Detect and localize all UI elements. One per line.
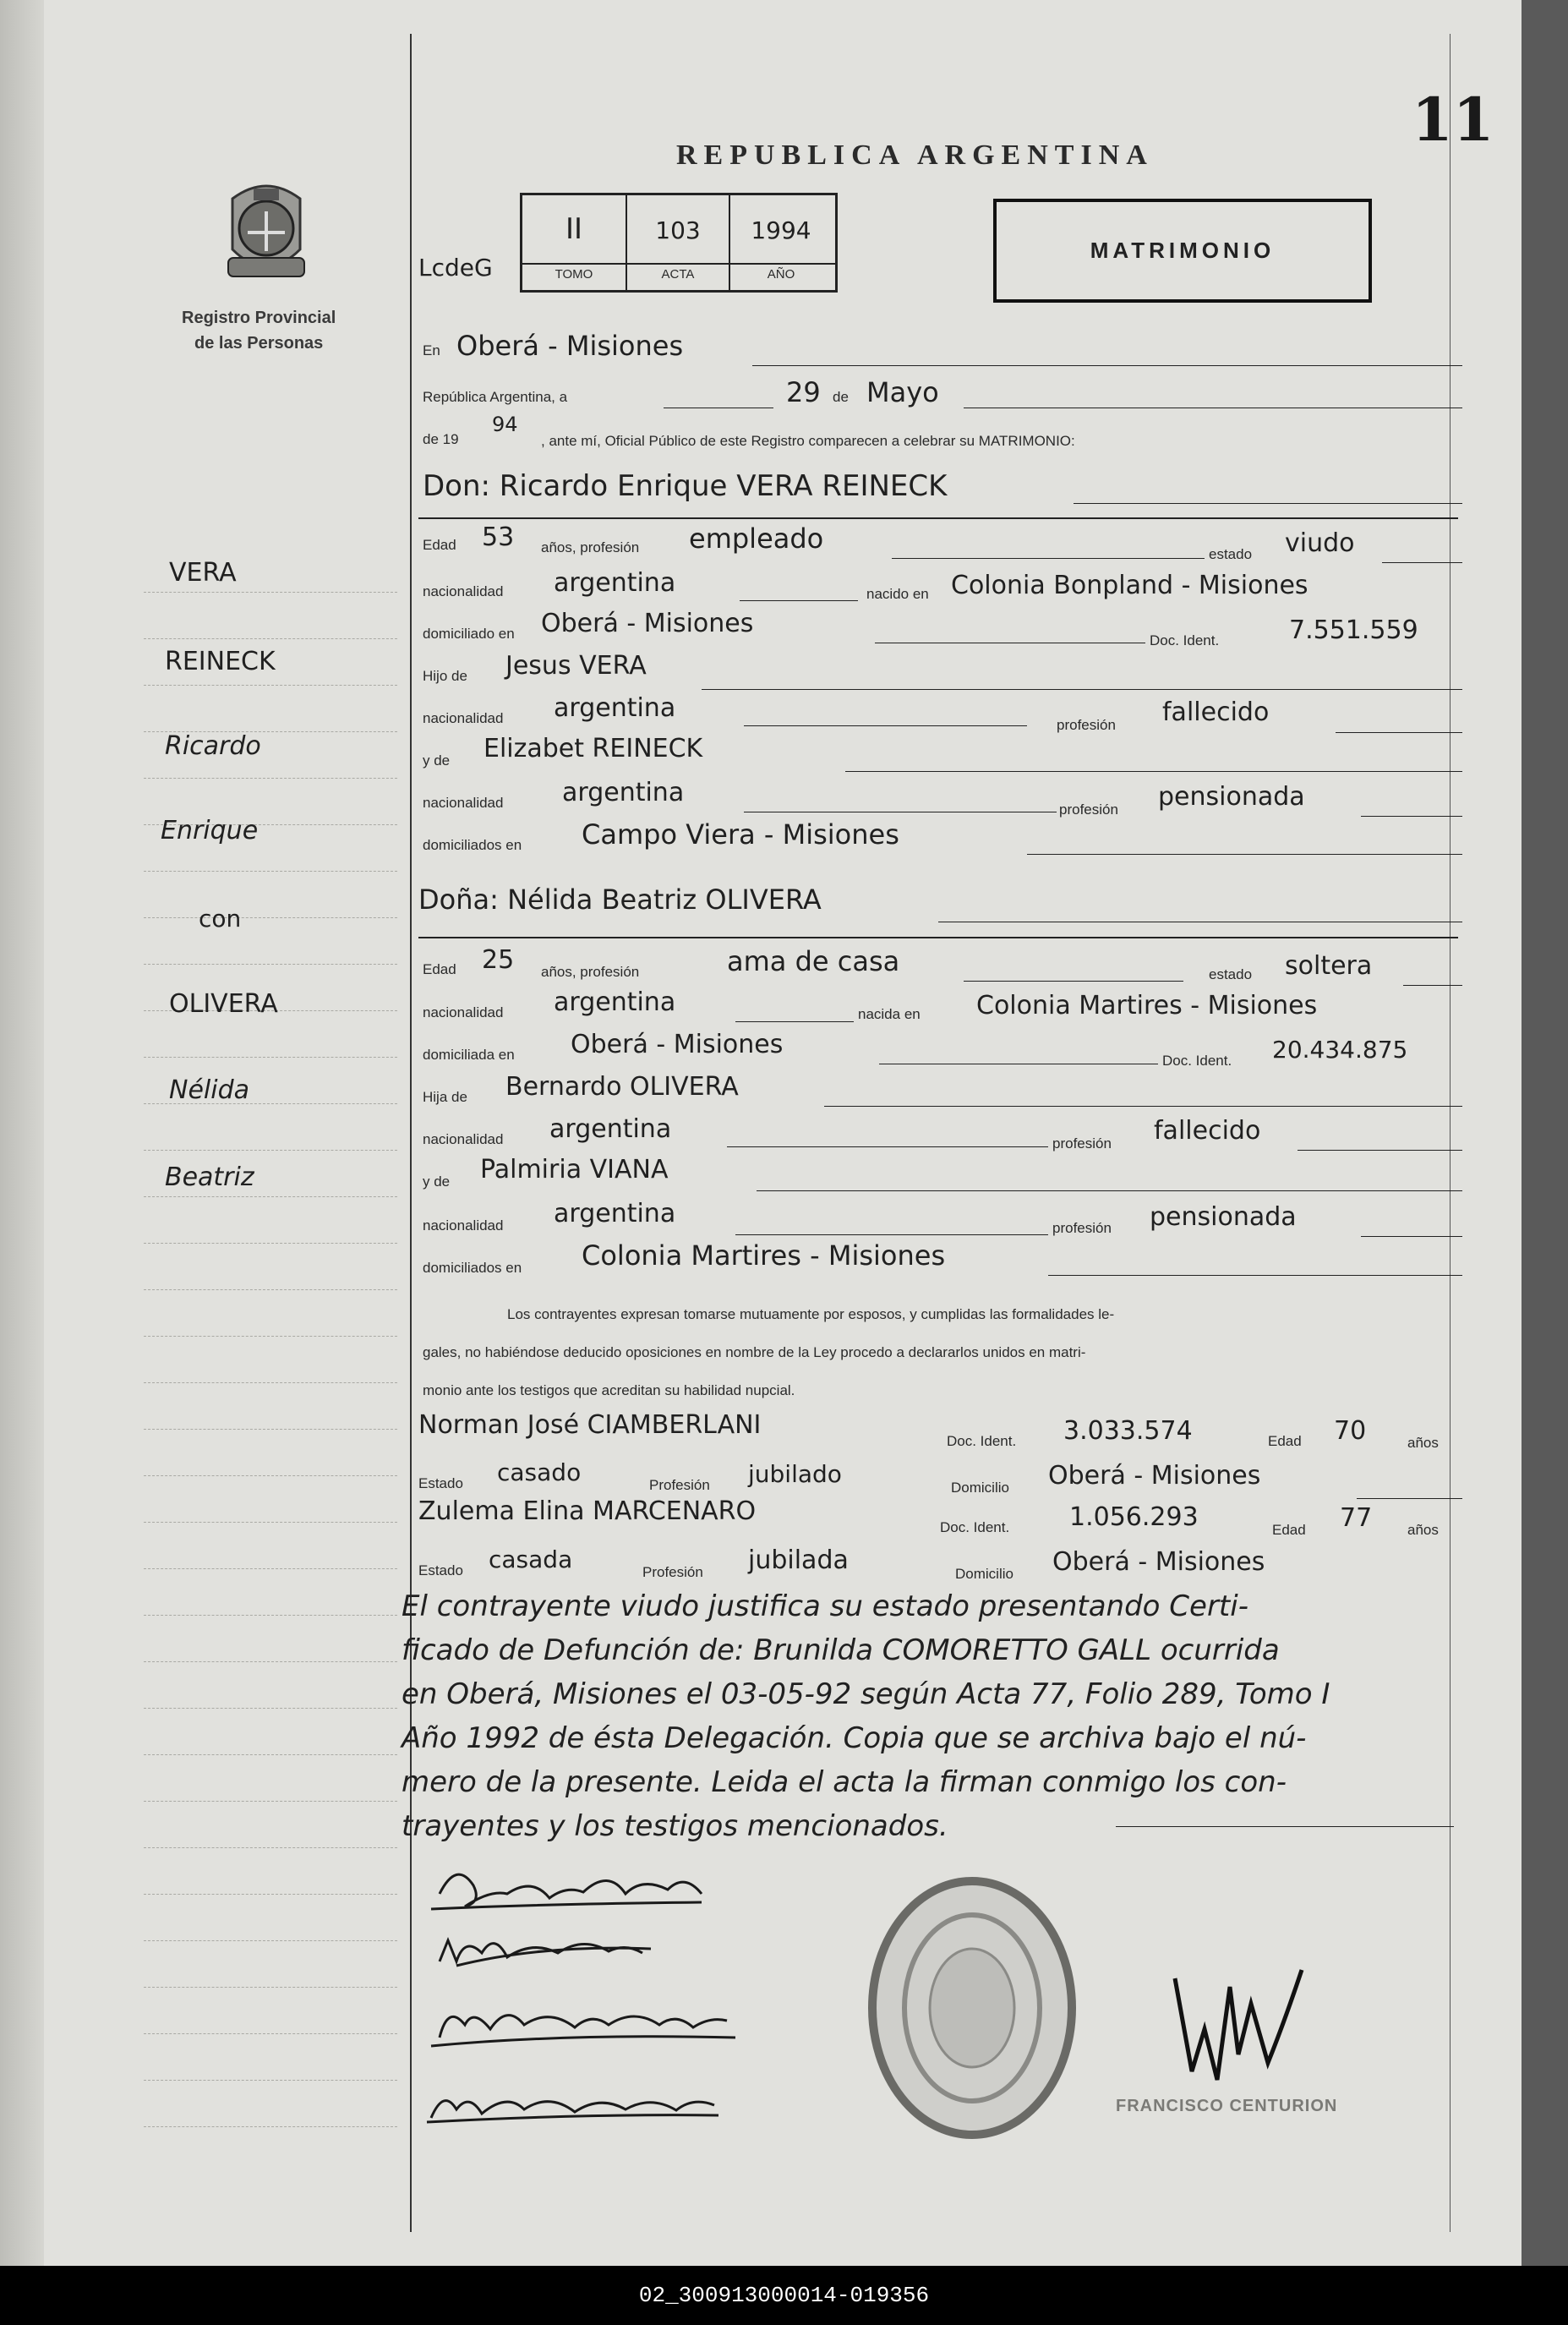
note-line2: ficado de Defunción de: Brunilda COMORETTO GALL ocurrida	[402, 1633, 1280, 1667]
bride-estado: soltera	[1285, 951, 1373, 981]
margin-name-2: REINECK	[165, 647, 276, 676]
place-value: Oberá - Misiones	[456, 330, 684, 362]
page-number: 11	[1412, 85, 1494, 155]
margin-name-4: Enrique	[161, 816, 259, 845]
file-footer: 02_300913000014-019356	[0, 2266, 1568, 2325]
declaration-line1: Los contrayentes expresan tomarse mutuamente por esposos, y cumplidas las formalidades le-	[507, 1306, 1115, 1322]
tomo-value: II	[565, 212, 583, 246]
registry-label-line1: Registro Provincial	[182, 309, 336, 327]
groom-domicile: Oberá - Misiones	[541, 609, 754, 638]
groom-mother-nac-label: nacionalidad	[423, 795, 504, 811]
bride-name: Doña: Nélida Beatriz OLIVERA	[418, 884, 822, 916]
witness1-estado: casado	[497, 1458, 582, 1486]
bride-father-prof: fallecido	[1154, 1116, 1261, 1146]
groom-mother: Elizabet REINECK	[484, 734, 703, 763]
de19-label: de 19	[423, 431, 459, 447]
groom-edad-label: Edad	[423, 537, 456, 553]
groom-parents-dom-label: domiciliados en	[423, 837, 522, 853]
margin-name-8: Beatriz	[165, 1162, 254, 1192]
republica-label: República Argentina, a	[423, 389, 568, 405]
groom-nac-label: nacionalidad	[423, 583, 504, 599]
witness1-dom: Oberá - Misiones	[1048, 1461, 1261, 1491]
groom-mother-prof: pensionada	[1158, 782, 1305, 812]
bride-father-nat: argentina	[549, 1114, 672, 1144]
groom-doc: 7.551.559	[1289, 615, 1418, 645]
groom-nacido-label: nacido en	[866, 586, 929, 602]
day-value: 29	[786, 376, 821, 408]
bride-father-prof-label: profesión	[1052, 1135, 1112, 1152]
official-stamp-icon	[862, 1873, 1082, 2152]
registry-label-line2: de las Personas	[194, 334, 324, 353]
witness1-anos-label: años	[1407, 1435, 1439, 1451]
groom-father-nac-label: nacionalidad	[423, 710, 504, 726]
note-line5: mero de la presente. Leida el acta la firman conmigo los con-	[402, 1765, 1287, 1799]
groom-age: 53	[482, 522, 515, 552]
ano-label: AÑO	[767, 267, 795, 282]
groom-birthplace: Colonia Bonpland - Misiones	[951, 571, 1308, 600]
groom-profession: empleado	[689, 522, 824, 555]
witness2-prof: jubilada	[748, 1545, 849, 1575]
country-title: REPUBLICA ARGENTINA	[676, 140, 1154, 171]
witness2-age: 77	[1340, 1503, 1373, 1533]
groom-yde-label: y de	[423, 752, 451, 769]
bride-parents-dom-label: domiciliados en	[423, 1260, 522, 1276]
bride-father-nac-label: nacionalidad	[423, 1131, 504, 1147]
margin-name-1: VERA	[169, 558, 237, 588]
document-type-box: MATRIMONIO	[993, 199, 1372, 303]
margin-name-5: con	[199, 905, 242, 933]
groom-father-nat: argentina	[554, 693, 676, 723]
year-value: 94	[492, 413, 518, 436]
bride-nacida-label: nacida en	[858, 1006, 921, 1022]
bride-mother: Palmiria VIANA	[480, 1155, 669, 1184]
bride-profession: ama de casa	[727, 945, 900, 977]
signatures	[414, 1843, 786, 2147]
witness1-prof-label: Profesión	[649, 1477, 710, 1493]
groom-father-prof: fallecido	[1162, 698, 1270, 727]
registrar-signature	[1158, 1953, 1327, 2105]
provincial-seal-icon	[216, 173, 317, 287]
groom-hijo-label: Hijo de	[423, 668, 467, 684]
bride-yde-label: y de	[423, 1173, 451, 1190]
bride-mother-nat: argentina	[554, 1199, 676, 1228]
declaration-line3: monio ante los testigos que acreditan su habilidad nupcial.	[423, 1382, 795, 1398]
groom-parents-dom: Campo Viera - Misiones	[582, 818, 899, 851]
groom-mother-prof-label: profesión	[1059, 801, 1118, 818]
witness1-name: Norman José CIAMBERLANI	[418, 1410, 762, 1440]
groom-name: Don: Ricardo Enrique VERA REINECK	[423, 469, 948, 503]
groom-nationality: argentina	[554, 568, 676, 598]
witness1-dom-label: Domicilio	[951, 1480, 1009, 1496]
bride-anos-label: años, profesión	[541, 964, 640, 980]
left-margin-line	[410, 34, 412, 2232]
note-line6: trayentes y los testigos mencionados.	[402, 1809, 948, 1843]
witness2-estado-label: Estado	[418, 1562, 463, 1578]
registrar-stamp-text: FRANCISCO CENTURION	[1116, 2097, 1338, 2115]
de-label: de	[833, 389, 849, 405]
witness2-name: Zulema Elina MARCENARO	[418, 1496, 757, 1526]
witness2-anos-label: años	[1407, 1522, 1439, 1538]
bride-nac-label: nacionalidad	[423, 1004, 504, 1020]
bride-mother-nac-label: nacionalidad	[423, 1217, 504, 1234]
signature-bride	[440, 1940, 651, 1966]
bride-hija-label: Hija de	[423, 1089, 467, 1105]
acta-value: 103	[655, 216, 701, 244]
note-line3: en Oberá, Misiones el 03-05-92 según Acta 77, Folio 289, Tomo I	[402, 1677, 1330, 1711]
witness2-estado: casada	[489, 1545, 573, 1573]
en-label: En	[423, 342, 440, 358]
witness2-doc-label: Doc. Ident.	[940, 1519, 1010, 1535]
witness2-dom: Oberá - Misiones	[1052, 1547, 1265, 1577]
bride-birthplace: Colonia Martires - Misiones	[976, 991, 1318, 1020]
note-line4: Año 1992 de ésta Delegación. Copia que se archiva bajo el nú-	[402, 1721, 1307, 1755]
bride-domicile: Oberá - Misiones	[571, 1030, 784, 1059]
ano-value: 1994	[751, 216, 811, 244]
bride-estado-label: estado	[1209, 966, 1253, 982]
witness1-edad-label: Edad	[1268, 1433, 1302, 1449]
bride-edad-label: Edad	[423, 961, 456, 977]
bride-parents-dom: Colonia Martires - Misiones	[582, 1239, 946, 1272]
note-line1: El contrayente viudo justifica su estado presentando Certi-	[402, 1589, 1248, 1623]
witness1-doc: 3.033.574	[1063, 1416, 1193, 1446]
bride-doc: 20.434.875	[1272, 1036, 1408, 1064]
right-margin-line	[1450, 34, 1451, 2232]
groom-doc-label: Doc. Ident.	[1150, 632, 1220, 648]
declaration-line2: gales, no habiéndose deducido oposiciones en nombre de la Ley procedo a declararlos unidos en matri-	[423, 1344, 1086, 1360]
witness2-doc: 1.056.293	[1069, 1502, 1199, 1532]
witness2-edad-label: Edad	[1272, 1522, 1306, 1538]
margin-name-3: Ricardo	[165, 731, 261, 761]
tomo-label: TOMO	[555, 267, 593, 282]
month-value: Mayo	[866, 376, 939, 408]
witness1-estado-label: Estado	[418, 1475, 463, 1491]
signature-witness1	[431, 2016, 735, 2046]
bride-mother-prof-label: profesión	[1052, 1220, 1112, 1236]
groom-anos-label: años, profesión	[541, 539, 640, 555]
bride-doc-label: Doc. Ident.	[1162, 1053, 1232, 1069]
groom-father: Jesus VERA	[505, 651, 647, 681]
witness1-age: 70	[1334, 1416, 1367, 1446]
bride-dom-label: domiciliada en	[423, 1047, 515, 1063]
margin-name-7: Nélida	[169, 1075, 249, 1105]
margin-name-6: OLIVERA	[169, 989, 278, 1019]
witness2-prof-label: Profesión	[642, 1564, 703, 1580]
witness2-dom-label: Domicilio	[955, 1566, 1013, 1582]
bride-father: Bernardo OLIVERA	[505, 1072, 739, 1102]
groom-dom-label: domiciliado en	[423, 626, 515, 642]
bride-age: 25	[482, 945, 515, 975]
signature-groom	[431, 1874, 702, 1909]
groom-mother-nat: argentina	[562, 778, 685, 807]
bride-nationality: argentina	[554, 987, 676, 1017]
bride-mother-prof: pensionada	[1150, 1202, 1297, 1232]
intro-statement: , ante mí, Oficial Público de este Registro comparecen a celebrar su MATRIMONIO:	[541, 433, 1075, 449]
groom-estado-label: estado	[1209, 546, 1253, 562]
signature-witness2	[427, 2101, 718, 2122]
page-edge	[1522, 0, 1568, 2266]
binding-spine	[0, 0, 44, 2266]
tomo-acta-table	[520, 193, 838, 293]
groom-estado: viudo	[1285, 528, 1355, 558]
book-code: LcdeG	[418, 254, 493, 282]
witness1-doc-label: Doc. Ident.	[947, 1433, 1017, 1449]
witness1-prof: jubilado	[748, 1460, 842, 1488]
acta-label: ACTA	[661, 267, 695, 282]
groom-father-prof-label: profesión	[1057, 717, 1116, 733]
